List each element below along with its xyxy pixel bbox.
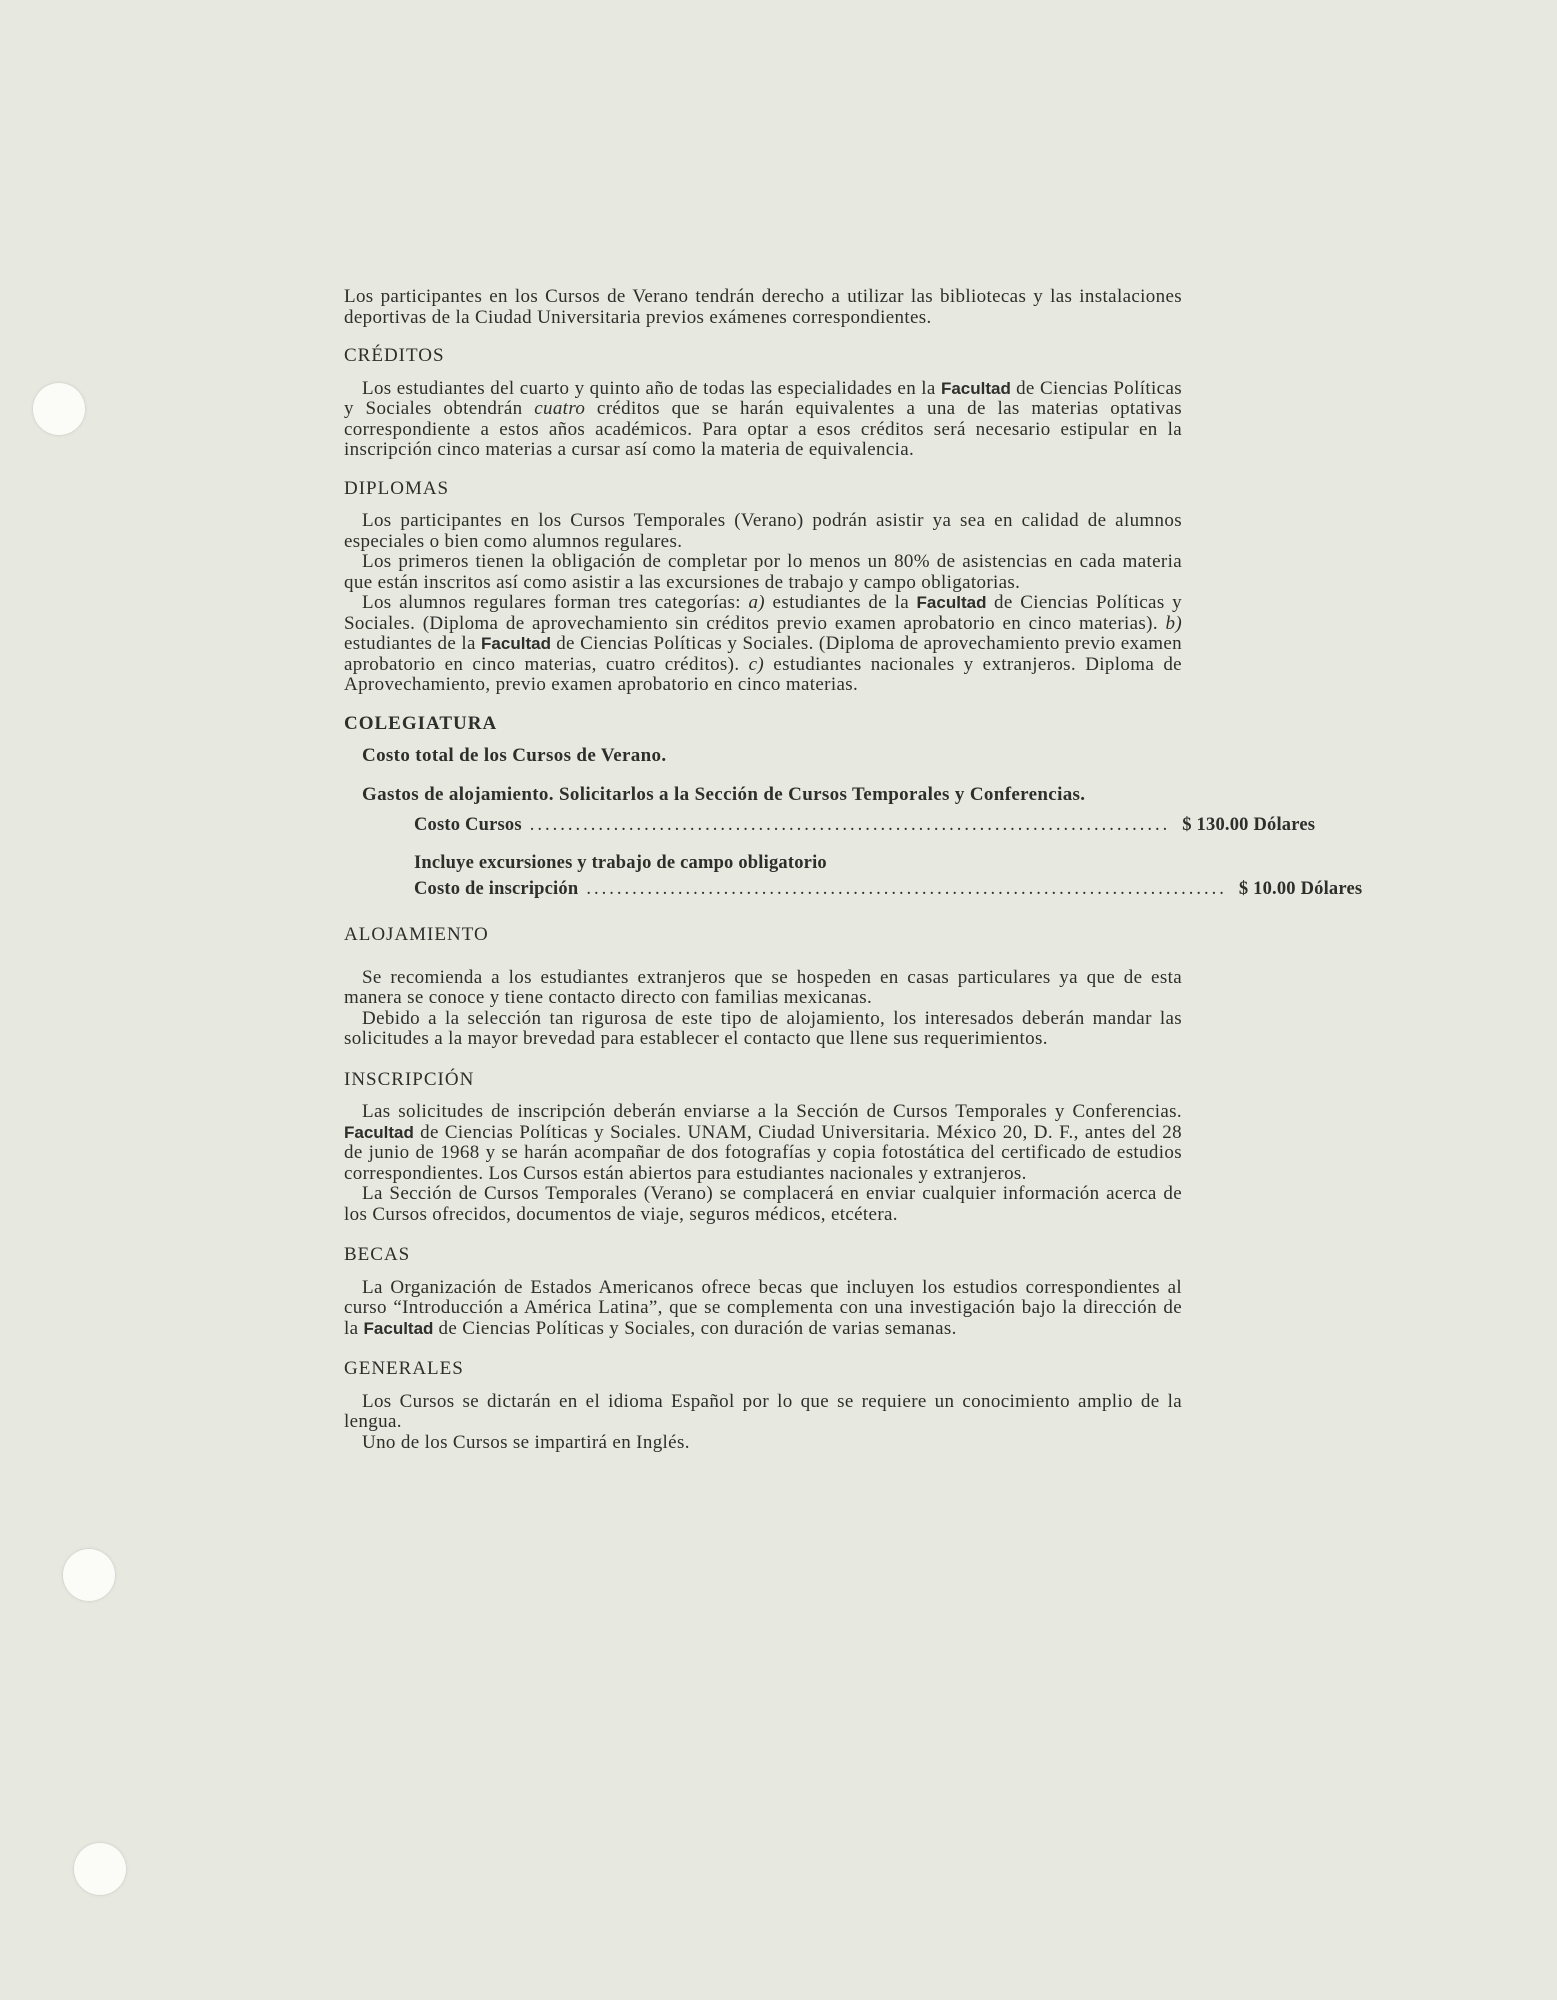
dot-leader: .................................................................................... — [586, 879, 1227, 899]
diplomas-text-e: de Ciencias Políticas y Sociales. (Diploma de aprovechamiento previo examen aprobatorio en cinco materias, cuatro créditos). — [344, 633, 1182, 675]
diplomas-text-c: de Ciencias Políticas y Sociales. (Diploma de aprovechamiento sin créditos previo examen aprobatorio en cinco materias). — [344, 592, 1182, 634]
category-c-marker: c) — [748, 653, 765, 675]
cuatro-italic: cuatro — [534, 398, 586, 419]
fees-table — [414, 815, 1363, 911]
diplomas-paragraph-2: Los primeros tienen la obligación de completar por lo menos un 80% de asistencias en cada materia que están inscritos así como asistir a las excursiones de trabajo y campo obligatorias. — [344, 551, 1182, 593]
diplomas-text-d: estudiantes de la — [344, 633, 476, 654]
fee-amount: $ 10.00 Dólares — [1238, 879, 1363, 899]
creditos-paragraph — [344, 379, 1182, 461]
category-b-marker: b) — [1165, 612, 1182, 634]
diplomas-text-f: estudiantes nacionales y extranjeros. Diploma de Aprovechamiento, previo examen aprobatorio en cinco materias. — [344, 653, 1182, 695]
gastos-line: Gastos de alojamiento. Solicitarlos a la Sección de Cursos Temporales y Conferencias. — [362, 783, 1086, 805]
diplomas-text-b: estudiantes de la — [772, 592, 909, 613]
fee-label: Costo Cursos — [414, 815, 522, 835]
alojamiento-heading: ALOJAMIENTO — [344, 924, 489, 945]
inscripcion-paragraph-2: La Sección de Cursos Temporales (Verano) se complacerá en enviar cualquier información acerca de los Cursos ofrecidos, documentos de viaje, seguros médicos, etcétera. — [344, 1183, 1182, 1225]
punch-hole — [62, 1548, 116, 1602]
diplomas-paragraph-3 — [344, 593, 1182, 696]
generales-paragraph-2: Uno de los Cursos se impartirá en Inglés. — [362, 1431, 690, 1453]
creditos-text-c: créditos que se harán equivalentes a una de las materias optativas correspondiente a estos años académicos. Para optar a esos créditos será necesario estipular en la inscripción cinco materias a cursar así como la materia de equivalencia. — [344, 398, 1182, 460]
inscripcion-heading: INSCRIPCIÓN — [344, 1068, 475, 1090]
inscripcion-paragraph-1 — [344, 1102, 1182, 1184]
facultad-label: Facultad — [363, 1318, 434, 1338]
inscripcion-text-a: Las solicitudes de inscripción deberán enviarse a la Sección de Cursos Temporales y Conferencias. — [362, 1101, 1182, 1122]
alojamiento-paragraph-2: Debido a la selección tan rigurosa de este tipo de alojamiento, los interesados deberán mandar las solicitudes a la mayor brevedad para establecer el contacto que llene sus requerimientos. — [344, 1007, 1182, 1049]
document-body — [344, 286, 1363, 1453]
facultad-label: Facultad — [940, 378, 1011, 398]
category-a-marker: a) — [748, 592, 765, 613]
becas-text-b: de Ciencias Políticas y Sociales, con duración de varias semanas. — [438, 1317, 957, 1339]
fee-amount: $ 130.00 Dólares — [1182, 815, 1316, 835]
diplomas-text-a: Los alumnos regulares forman tres categorías: — [362, 592, 741, 613]
fee-row-inscripcion — [414, 879, 1363, 911]
becas-paragraph — [344, 1278, 1182, 1340]
punch-hole — [73, 1842, 127, 1896]
becas-heading: BECAS — [344, 1244, 411, 1265]
facultad-label: Facultad — [344, 1122, 414, 1142]
generales-paragraph-1: Los Cursos se dictarán en el idioma Español por lo que se requiere un conocimiento amplio de la lengua. — [344, 1390, 1182, 1432]
inscripcion-text-b: de Ciencias Políticas y Sociales. UNAM, Ciudad Universitaria. México 20, D. F., antes del 28 de junio de 1968 y se harán acompañar de dos fotografías y copia fotostática del certificado de estudios correspondientes. Los Cursos están abiertos para estudiantes nacionales y extranjeros. — [344, 1121, 1182, 1184]
fee-label: Costo de inscripción — [414, 879, 579, 899]
creditos-text-a: Los estudiantes del cuarto y quinto año de todas las especialidades en la — [362, 377, 936, 399]
intro-paragraph: Los participantes en los Cursos de Verano tendrán derecho a utilizar las bibliotecas y las instalaciones deportivas de la Ciudad Universitaria previos exámenes correspondientes. — [344, 286, 1182, 328]
becas-text-a: La Organización de Estados Americanos ofrece becas que incluyen los estudios correspondientes al curso “Introducción a América Latina”, que se complementa con una investigación bajo la dirección de la — [344, 1276, 1182, 1339]
dot-leader: .................................................................................... — [529, 815, 1171, 835]
alojamiento-paragraph-1: Se recomienda a los estudiantes extranjeros que se hospeden en casas particulares ya que de esta manera se conoce y tiene contacto directo con familias mexicanas. — [344, 966, 1182, 1008]
creditos-heading: CRÉDITOS — [344, 345, 445, 366]
colegiatura-heading: COLEGIATURA — [344, 712, 498, 734]
facultad-label: Facultad — [481, 634, 551, 653]
costo-total-line: Costo total de los Cursos de Verano. — [362, 745, 667, 766]
punch-hole — [32, 382, 86, 436]
facultad-label: Facultad — [916, 593, 987, 612]
creditos-text-b: de Ciencias Políticas y Sociales obtendrán — [344, 377, 1182, 419]
generales-heading: GENERALES — [344, 1358, 464, 1379]
diplomas-paragraph-1: Los participantes en los Cursos Temporales (Verano) podrán asistir ya sea en calidad de alumnos especiales o bien como alumnos regulares. — [344, 510, 1182, 552]
fee-row-cursos — [414, 815, 1316, 847]
fee-note: Incluye excursiones y trabajo de campo obligatorio — [414, 853, 827, 873]
diplomas-heading: DIPLOMAS — [344, 477, 450, 499]
